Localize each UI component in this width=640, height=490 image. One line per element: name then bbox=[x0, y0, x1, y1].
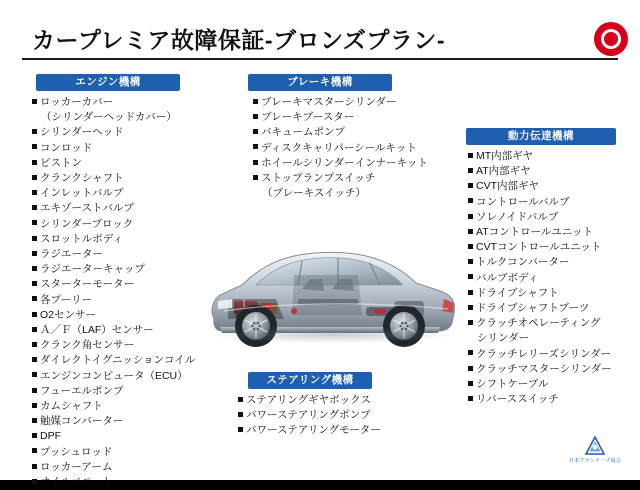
list-item bbox=[468, 347, 638, 362]
list-item-label: ソレノイドバルブ bbox=[476, 210, 559, 223]
list-item bbox=[32, 308, 202, 323]
list-item-label: ホイールシリンダーインナーキット bbox=[261, 156, 428, 169]
list-item-label: シフトケーブル bbox=[476, 378, 549, 391]
square-bullet-icon bbox=[238, 397, 243, 402]
square-bullet-icon bbox=[238, 427, 243, 432]
square-bullet-icon bbox=[468, 305, 473, 310]
list-item-label: 各プーリー bbox=[40, 293, 93, 306]
list-item bbox=[32, 475, 202, 490]
square-bullet-icon bbox=[468, 183, 473, 188]
list-item bbox=[468, 271, 638, 286]
square-bullet-icon bbox=[468, 381, 473, 386]
square-bullet-icon bbox=[32, 342, 37, 347]
list-item-label: オイルパペット bbox=[40, 476, 113, 489]
square-bullet-icon bbox=[468, 396, 473, 401]
square-bullet-icon bbox=[253, 175, 258, 180]
list-item-label: カムシャフト bbox=[40, 400, 103, 413]
list-item bbox=[32, 171, 202, 186]
list-item-label: ブレーキマスターシリンダー bbox=[261, 96, 397, 108]
list-item bbox=[253, 141, 423, 156]
list-item bbox=[32, 232, 202, 247]
square-bullet-icon bbox=[468, 320, 473, 325]
square-bullet-icon bbox=[32, 296, 37, 301]
square-bullet-icon bbox=[468, 244, 473, 249]
list-item bbox=[32, 247, 202, 262]
square-bullet-icon bbox=[32, 327, 37, 332]
list-item-label: CVT内部ギヤ bbox=[476, 180, 539, 193]
list-item-label: クラッチマスターシリンダー bbox=[476, 362, 612, 375]
footer-logo-icon bbox=[584, 436, 606, 456]
page-title: カープレミア故障保証-ブロンズプラン- bbox=[32, 27, 446, 53]
list-item-label: プッシュロッド bbox=[40, 445, 113, 458]
car-illustration bbox=[198, 215, 466, 365]
list-item bbox=[32, 429, 202, 444]
list-item bbox=[32, 293, 202, 308]
list-item bbox=[468, 362, 638, 377]
list-item bbox=[32, 217, 202, 232]
list-item-label: ラジエーター bbox=[40, 248, 103, 261]
list-item bbox=[32, 338, 202, 353]
drivetrain-item-list bbox=[468, 149, 638, 407]
list-item-label: ストップランプスイッチ bbox=[261, 172, 376, 185]
list-item-label: コントロールバルブ bbox=[476, 195, 570, 208]
brake-item-list bbox=[253, 95, 428, 201]
list-item bbox=[32, 125, 202, 140]
list-item bbox=[468, 179, 638, 194]
list-item-label: クラッチオペレーティング bbox=[476, 317, 601, 330]
list-item-label: ピストン bbox=[40, 156, 82, 169]
square-bullet-icon bbox=[32, 266, 37, 271]
list-item-label: ロッカーカバー bbox=[40, 96, 114, 108]
square-bullet-icon bbox=[253, 144, 258, 149]
square-bullet-icon bbox=[468, 168, 473, 173]
square-bullet-icon bbox=[32, 464, 37, 469]
section-header-drivetrain: 動力伝達機構 bbox=[466, 128, 616, 145]
title-bar bbox=[22, 22, 618, 60]
square-bullet-icon bbox=[32, 205, 37, 210]
list-item bbox=[468, 377, 638, 392]
square-bullet-icon bbox=[253, 160, 258, 165]
list-item bbox=[32, 156, 202, 171]
square-bullet-icon bbox=[32, 236, 37, 241]
square-bullet-icon bbox=[468, 229, 473, 234]
list-item bbox=[253, 171, 423, 186]
list-item bbox=[32, 141, 202, 156]
list-item-label: シリンダーブロック bbox=[40, 217, 134, 230]
list-item-label: スロットルボディ bbox=[40, 232, 123, 245]
square-bullet-icon bbox=[468, 153, 473, 158]
list-item bbox=[468, 195, 638, 210]
list-item bbox=[238, 393, 418, 408]
footer-logo bbox=[566, 436, 624, 470]
list-item-label: クラッチレリーズシリンダー bbox=[476, 347, 612, 360]
square-bullet-icon bbox=[32, 144, 37, 149]
list-item bbox=[32, 445, 202, 460]
list-item-label: エンジンコンピュータ（ECU） bbox=[40, 369, 188, 382]
square-bullet-icon bbox=[468, 366, 473, 371]
square-bullet-icon bbox=[468, 259, 473, 264]
list-item-label: ブレーキブースター bbox=[261, 111, 355, 124]
square-bullet-icon bbox=[32, 312, 37, 317]
square-bullet-icon bbox=[32, 433, 37, 438]
list-item-label: DPF bbox=[40, 430, 61, 443]
list-item bbox=[32, 277, 202, 292]
list-item bbox=[32, 95, 202, 110]
car-shadow bbox=[210, 327, 454, 343]
list-item bbox=[32, 262, 202, 277]
list-item-label: クランク角センサー bbox=[40, 339, 135, 352]
square-bullet-icon bbox=[32, 448, 37, 453]
square-bullet-icon bbox=[468, 274, 473, 279]
list-item bbox=[253, 125, 423, 140]
list-item-label: シリンダーヘッド bbox=[40, 126, 124, 139]
square-bullet-icon bbox=[32, 403, 37, 408]
list-item-label: MT内部ギヤ bbox=[476, 150, 534, 162]
list-item-label: トルクコンバーター bbox=[476, 256, 570, 269]
square-bullet-icon bbox=[468, 350, 473, 355]
list-item-label: ATコントロールユニット bbox=[476, 226, 594, 239]
square-bullet-icon bbox=[468, 198, 473, 203]
list-item bbox=[32, 323, 202, 338]
list-item bbox=[32, 384, 202, 399]
list-item bbox=[32, 186, 202, 201]
square-bullet-icon bbox=[32, 190, 37, 195]
square-bullet-icon bbox=[32, 388, 37, 393]
list-item-label: バルブボディ bbox=[476, 271, 539, 284]
square-bullet-icon bbox=[32, 372, 37, 377]
list-item-label: ラジエーターキャップ bbox=[40, 263, 145, 276]
square-bullet-icon bbox=[253, 129, 258, 134]
list-item bbox=[32, 399, 202, 414]
square-bullet-icon bbox=[468, 214, 473, 219]
list-item bbox=[32, 460, 202, 475]
list-item bbox=[253, 95, 423, 110]
list-item bbox=[468, 149, 638, 164]
list-item-label: スターターモーター bbox=[40, 278, 135, 291]
list-item-label: バキュームポンプ bbox=[261, 126, 345, 139]
list-item-label: ディスクキャリパーシールキット bbox=[261, 141, 417, 154]
list-item-label: インレットバルブ bbox=[40, 187, 124, 200]
list-item-label: コンロッド bbox=[40, 141, 93, 154]
square-bullet-icon bbox=[32, 418, 37, 423]
square-bullet-icon bbox=[32, 251, 37, 256]
list-item bbox=[468, 164, 638, 179]
list-item bbox=[238, 423, 418, 438]
list-item-label: フューエルポンプ bbox=[40, 384, 124, 397]
square-bullet-icon bbox=[32, 99, 37, 104]
list-item bbox=[253, 156, 428, 171]
list-item-label: AT内部ギヤ bbox=[476, 165, 531, 178]
list-item-label: ドライブシャフト bbox=[476, 286, 559, 299]
list-item-label: ステアリングギヤボックス bbox=[246, 394, 372, 406]
steering-item-list bbox=[238, 393, 418, 439]
square-bullet-icon bbox=[32, 160, 37, 165]
engine-item-list bbox=[32, 95, 202, 490]
list-item bbox=[32, 414, 202, 429]
list-item bbox=[238, 408, 418, 423]
square-bullet-icon bbox=[32, 129, 37, 134]
list-item bbox=[468, 316, 638, 331]
list-item bbox=[32, 353, 202, 368]
list-item bbox=[253, 110, 423, 125]
list-item bbox=[468, 286, 638, 301]
list-item bbox=[468, 240, 638, 255]
list-item bbox=[32, 201, 202, 216]
list-item bbox=[468, 225, 638, 240]
logo-center-dot bbox=[604, 32, 618, 46]
square-bullet-icon bbox=[32, 220, 37, 225]
list-item-label: 触媒コンバーター bbox=[40, 415, 124, 428]
square-bullet-icon bbox=[468, 290, 473, 295]
list-item-label: パワーステアリングポンプ bbox=[246, 409, 371, 422]
square-bullet-icon bbox=[32, 175, 37, 180]
square-bullet-icon bbox=[32, 357, 37, 362]
list-item: （ブレーキスイッチ） bbox=[262, 187, 366, 200]
square-bullet-icon bbox=[253, 114, 258, 119]
list-item-label: ダイレクトイグニッションコイル bbox=[40, 354, 196, 367]
list-item bbox=[468, 255, 638, 270]
square-bullet-icon bbox=[32, 281, 37, 286]
list-item: （シリンダーヘッドカバー） bbox=[41, 111, 177, 124]
list-item-label: ロッカーアーム bbox=[40, 460, 113, 473]
brand-logo-icon bbox=[594, 22, 628, 56]
list-item bbox=[468, 210, 638, 225]
list-item: シリンダー bbox=[477, 332, 530, 345]
list-item-label: O2センサー bbox=[40, 308, 97, 321]
square-bullet-icon bbox=[253, 99, 258, 104]
list-item bbox=[468, 301, 638, 316]
footer-logo-caption: 日本フランチ一ズ協会 bbox=[568, 458, 621, 464]
square-bullet-icon bbox=[238, 412, 243, 417]
list-item-label: CVTコントロールユニット bbox=[476, 241, 602, 254]
list-item-label: エキゾーストバルブ bbox=[40, 202, 134, 215]
section-header-steering: ステアリング機構 bbox=[248, 372, 372, 389]
list-item bbox=[468, 392, 638, 407]
list-item-label: ドライブシャフトブーツ bbox=[476, 302, 590, 315]
list-item-label: クランクシャフト bbox=[40, 172, 124, 185]
section-header-engine: エンジン機構 bbox=[36, 74, 180, 91]
list-item-label: Ａ／Ｆ（LAF）センサー bbox=[40, 324, 154, 337]
section-header-brake: ブレーキ機構 bbox=[248, 74, 392, 91]
list-item bbox=[32, 369, 202, 384]
list-item-label: パワーステアリングモーター bbox=[246, 424, 381, 437]
list-item-label: リバーススイッチ bbox=[476, 393, 559, 406]
